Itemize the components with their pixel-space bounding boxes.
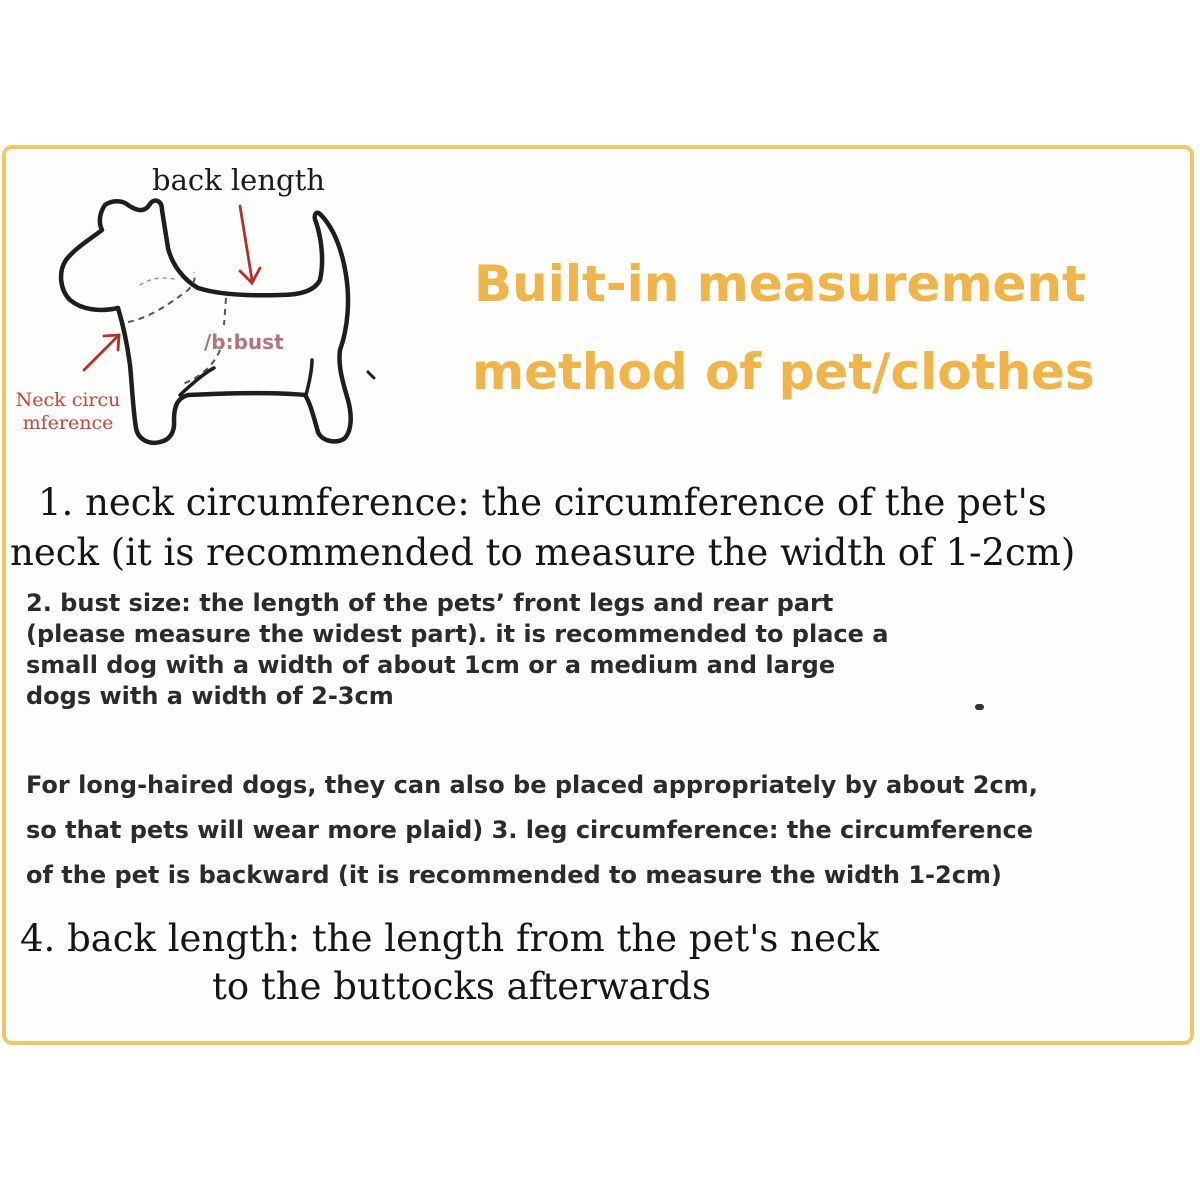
step4-line1: 4. back length: the length from the pet's neck: [20, 917, 880, 960]
dog-tail-tick: [368, 372, 374, 378]
collar-dashed-line: [140, 278, 178, 285]
neck-circumference-label: [8, 389, 128, 435]
step3-line: so that pets will wear more plaid) 3. leg circumference: the circumference: [26, 816, 1034, 844]
step2-bust-size: [26, 588, 1026, 712]
bust-label: /b:bust: [204, 330, 284, 354]
neck-circumference-arrow: [84, 335, 119, 370]
step2-line: (please measure the widest part). it is recommended to place a: [26, 620, 889, 648]
page-title: [472, 240, 1192, 416]
title-line2: method of pet/clothes: [472, 343, 1095, 401]
step1-neck-circumference: [10, 478, 1195, 578]
step2-line: 2. bust size: the length of the pets’ front legs and rear part: [26, 589, 834, 617]
step3-line: of the pet is backward (it is recommended to measure the width 1-2cm): [26, 861, 1002, 889]
step2-line: dogs with a width of 2-3cm: [26, 682, 394, 710]
dog-inner-leg-line: [180, 360, 312, 395]
step1-line1: 1. neck circumference: the circumference of the pet's: [38, 481, 1047, 524]
title-line1: Built-in measurement: [474, 255, 1086, 313]
step3-leg-circumference: [26, 763, 1186, 898]
neck-label-line2: mference: [22, 412, 114, 434]
step4-line2: to the buttocks afterwards: [212, 965, 711, 1008]
stray-dot: [975, 704, 984, 710]
step4-back-length: [20, 915, 1020, 1011]
step2-line: small dog with a width of about 1cm or a medium and large: [26, 651, 836, 679]
neck-label-line1: Neck circu: [15, 389, 121, 411]
back-length-label: back length: [152, 163, 325, 197]
back-length-arrow: [240, 206, 260, 283]
step1-line2: neck (it is recommended to measure the width of 1-2cm): [10, 531, 1076, 574]
step3-line: For long-haired dogs, they can also be placed appropriately by about 2cm,: [26, 771, 1038, 799]
